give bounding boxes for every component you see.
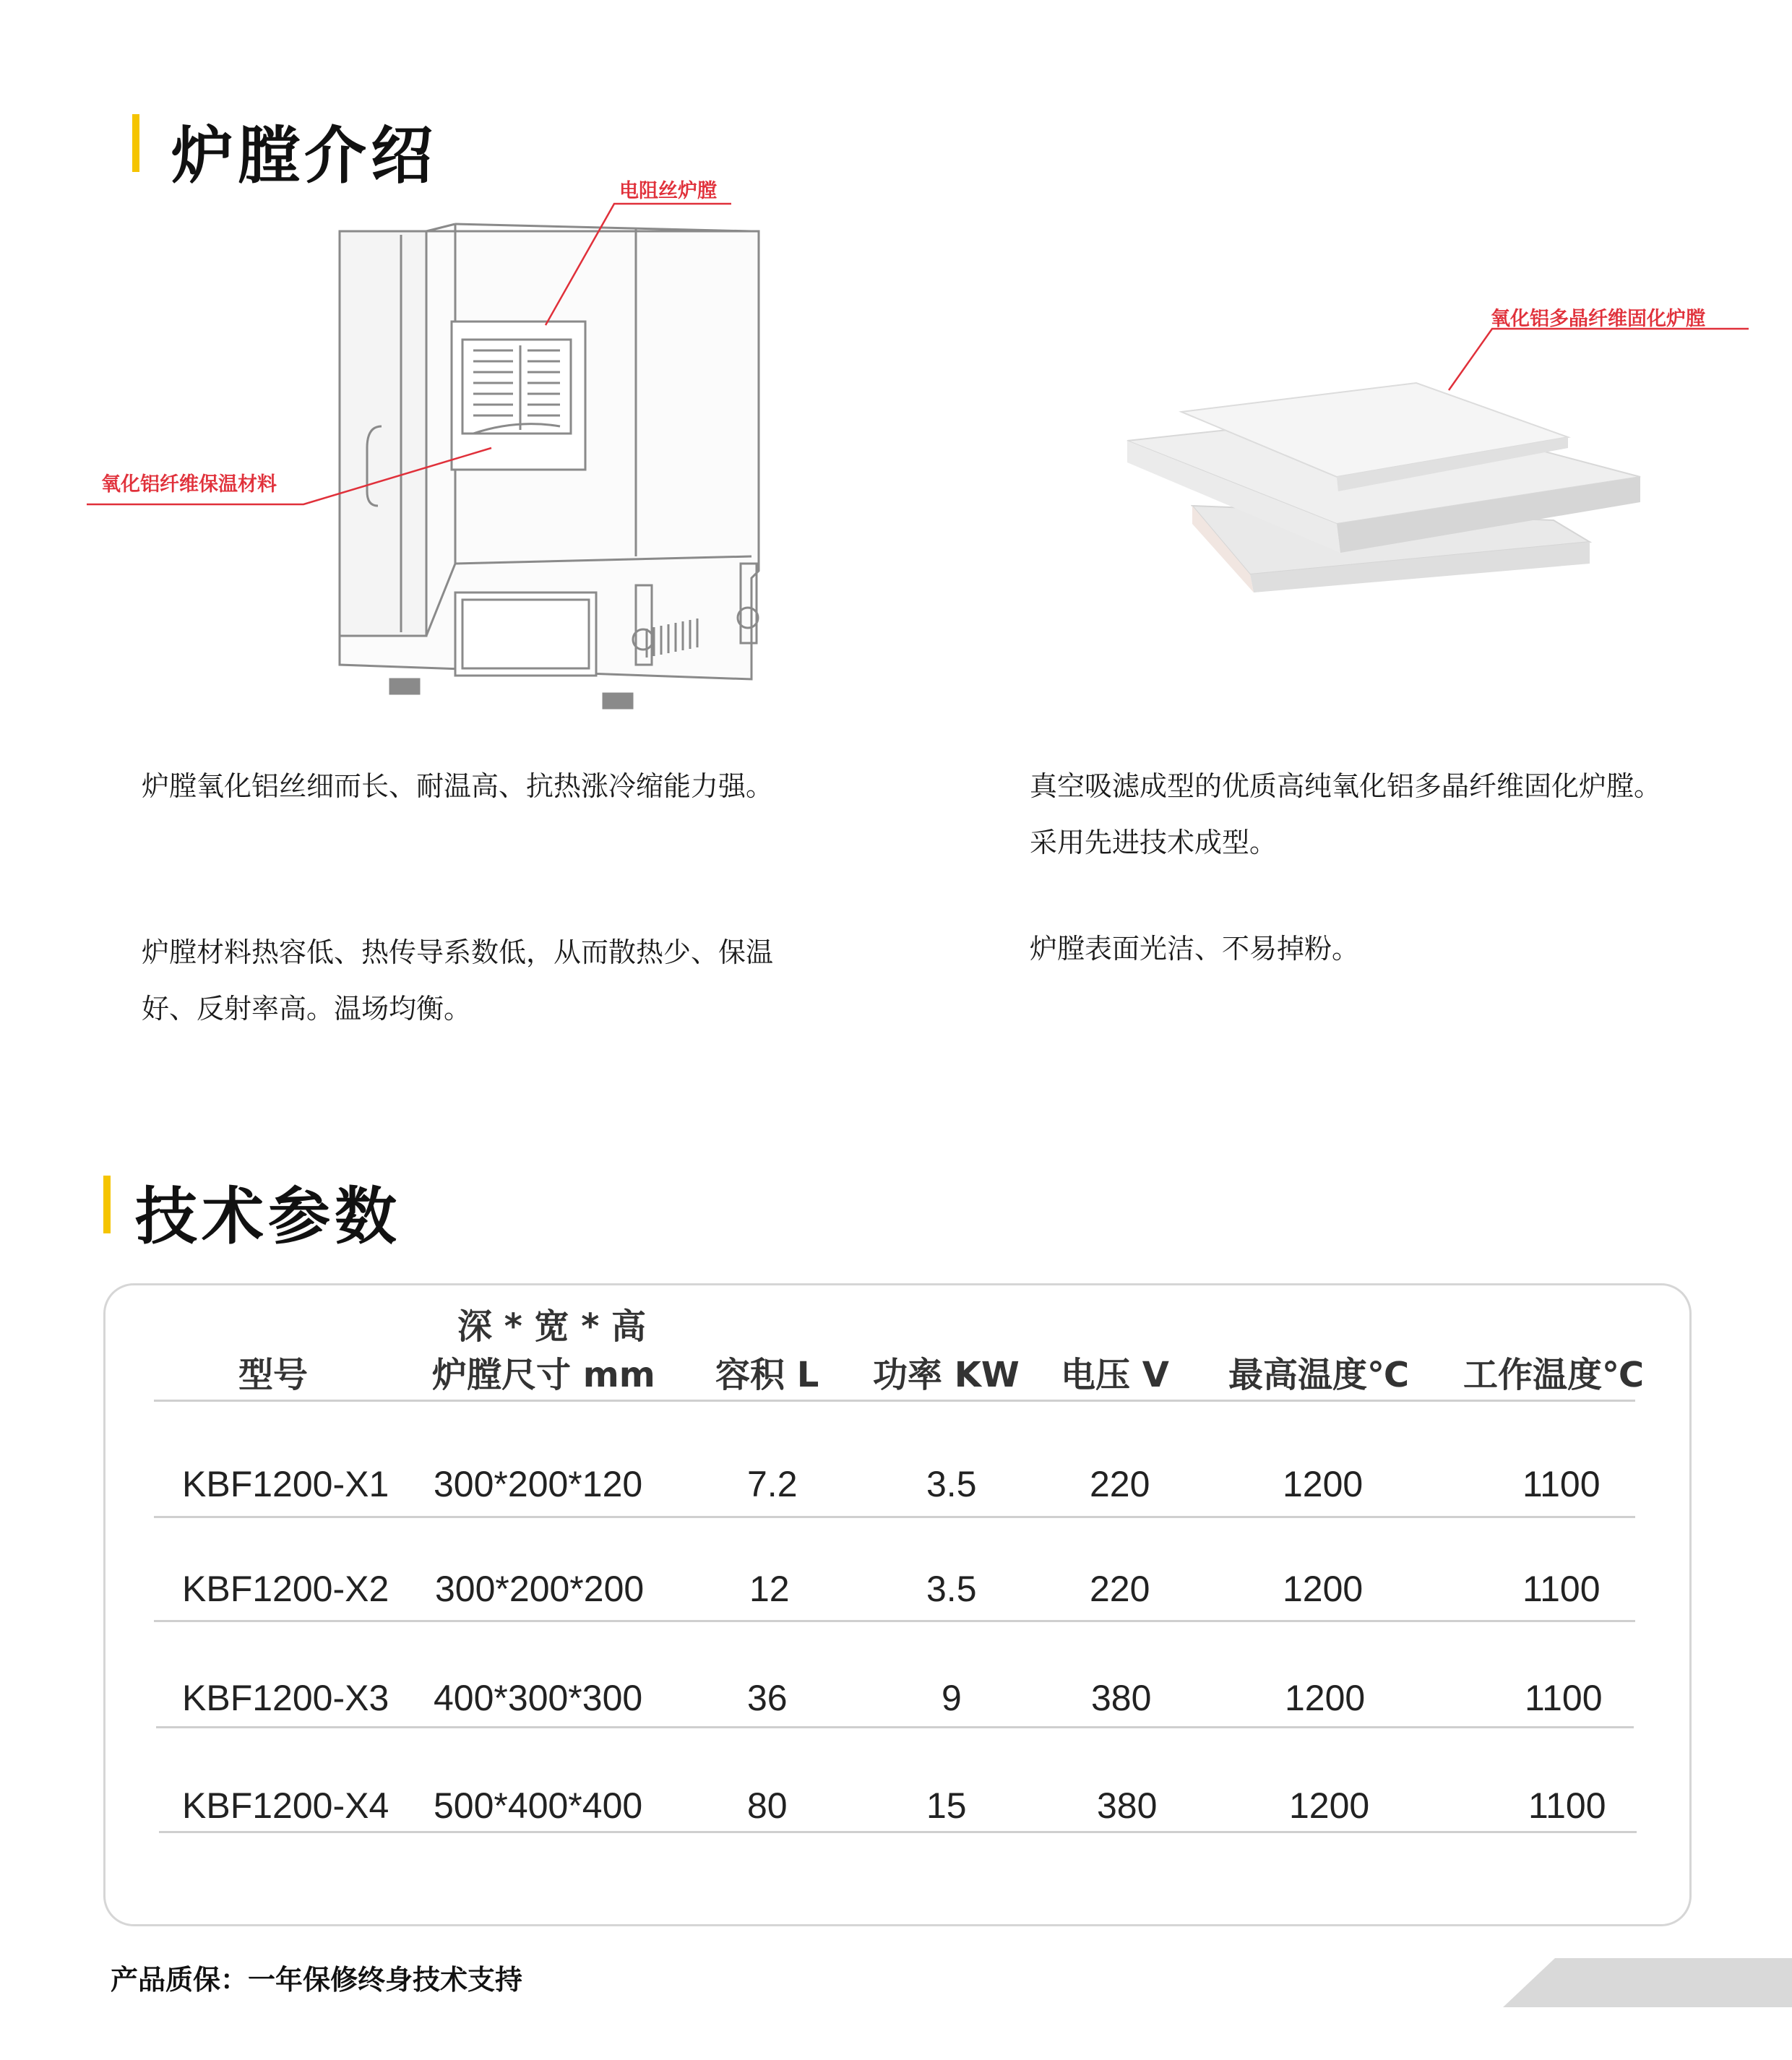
section-accent-bar	[132, 114, 139, 172]
section-title-chamber: 炉膛介绍	[171, 120, 437, 192]
header-volume: 容积 L	[715, 1355, 819, 1395]
row4-power: 15	[926, 1785, 967, 1826]
row1-voltage: 220	[1090, 1464, 1150, 1504]
row4-model: KBF1200-X4	[182, 1785, 389, 1826]
row2-voltage: 220	[1090, 1569, 1150, 1609]
row4-volume: 80	[747, 1785, 788, 1826]
right-paragraph-1-line-2: 采用先进技术成型。	[1030, 827, 1278, 858]
row4-size: 500*400*400	[434, 1785, 643, 1826]
row3-size: 400*300*300	[434, 1678, 643, 1718]
left-paragraph-2-line-1: 炉膛材料热容低、热传导系数低，从而散热少、保温	[142, 936, 774, 968]
header-max-temp: 最高温度℃	[1228, 1355, 1410, 1395]
right-paragraph-1-line-1: 真空吸滤成型的优质高纯氧化铝多晶纤维固化炉膛。	[1030, 770, 1662, 802]
row1-volume: 7.2	[747, 1464, 798, 1504]
row1-power: 3.5	[926, 1464, 977, 1504]
callout-alumina-insulation: 氧化铝纤维保温材料	[101, 473, 277, 496]
header-power: 功率 KW	[873, 1355, 1020, 1395]
table-divider	[154, 1516, 1635, 1518]
row4-voltage: 380	[1097, 1785, 1158, 1826]
right-paragraph-2: 炉膛表面光洁、不易掉粉。	[1030, 933, 1360, 965]
table-divider	[154, 1620, 1635, 1622]
row2-max-temp: 1200	[1283, 1569, 1364, 1609]
row3-model: KBF1200-X3	[182, 1678, 389, 1718]
callout-alumina-fiber-chamber: 氧化铝多晶纤维固化炉膛	[1491, 308, 1705, 330]
row2-power: 3.5	[926, 1569, 977, 1609]
row1-max-temp: 1200	[1283, 1464, 1364, 1504]
row2-model: KBF1200-X2	[182, 1569, 389, 1609]
row2-size: 300*200*200	[435, 1569, 645, 1609]
row4-max-temp: 1200	[1289, 1785, 1370, 1826]
warranty-text: 产品质保：一年保修终身技术支持	[111, 1964, 523, 1996]
section-title-specs: 技术参数	[135, 1181, 401, 1253]
row1-model: KBF1200-X1	[182, 1464, 389, 1504]
header-voltage: 电压 V	[1061, 1355, 1169, 1395]
row3-volume: 36	[747, 1678, 788, 1718]
callout-line-resistance	[535, 195, 751, 340]
table-divider	[154, 1400, 1635, 1402]
row3-max-temp: 1200	[1285, 1678, 1366, 1718]
row1-work-temp: 1100	[1522, 1464, 1601, 1504]
decorative-corner-shape	[1503, 1951, 1792, 2009]
callout-resistance-wire-chamber: 电阻丝炉膛	[619, 180, 717, 202]
row1-size: 300*200*120	[434, 1464, 643, 1504]
row2-volume: 12	[749, 1569, 790, 1609]
header-work-temp: 工作温度℃	[1463, 1355, 1645, 1395]
table-divider	[159, 1831, 1637, 1833]
row3-power: 9	[942, 1678, 962, 1718]
table-divider	[156, 1726, 1634, 1728]
section-accent-bar	[103, 1176, 111, 1233]
header-size-dimensions: 深 * 宽 * 高	[457, 1306, 647, 1347]
row3-voltage: 380	[1091, 1678, 1152, 1718]
row2-work-temp: 1100	[1522, 1569, 1601, 1609]
header-model: 型号	[238, 1355, 309, 1395]
fiber-board-illustration	[1120, 369, 1647, 643]
row4-work-temp: 1100	[1528, 1785, 1606, 1826]
left-paragraph-1: 炉膛氧化铝丝细而长、耐温高、抗热涨冷缩能力强。	[142, 770, 774, 802]
header-size: 炉膛尺寸 mm	[432, 1355, 655, 1395]
left-paragraph-2-line-2: 好、反射率高。温场均衡。	[142, 993, 472, 1025]
row3-work-temp: 1100	[1525, 1678, 1603, 1718]
